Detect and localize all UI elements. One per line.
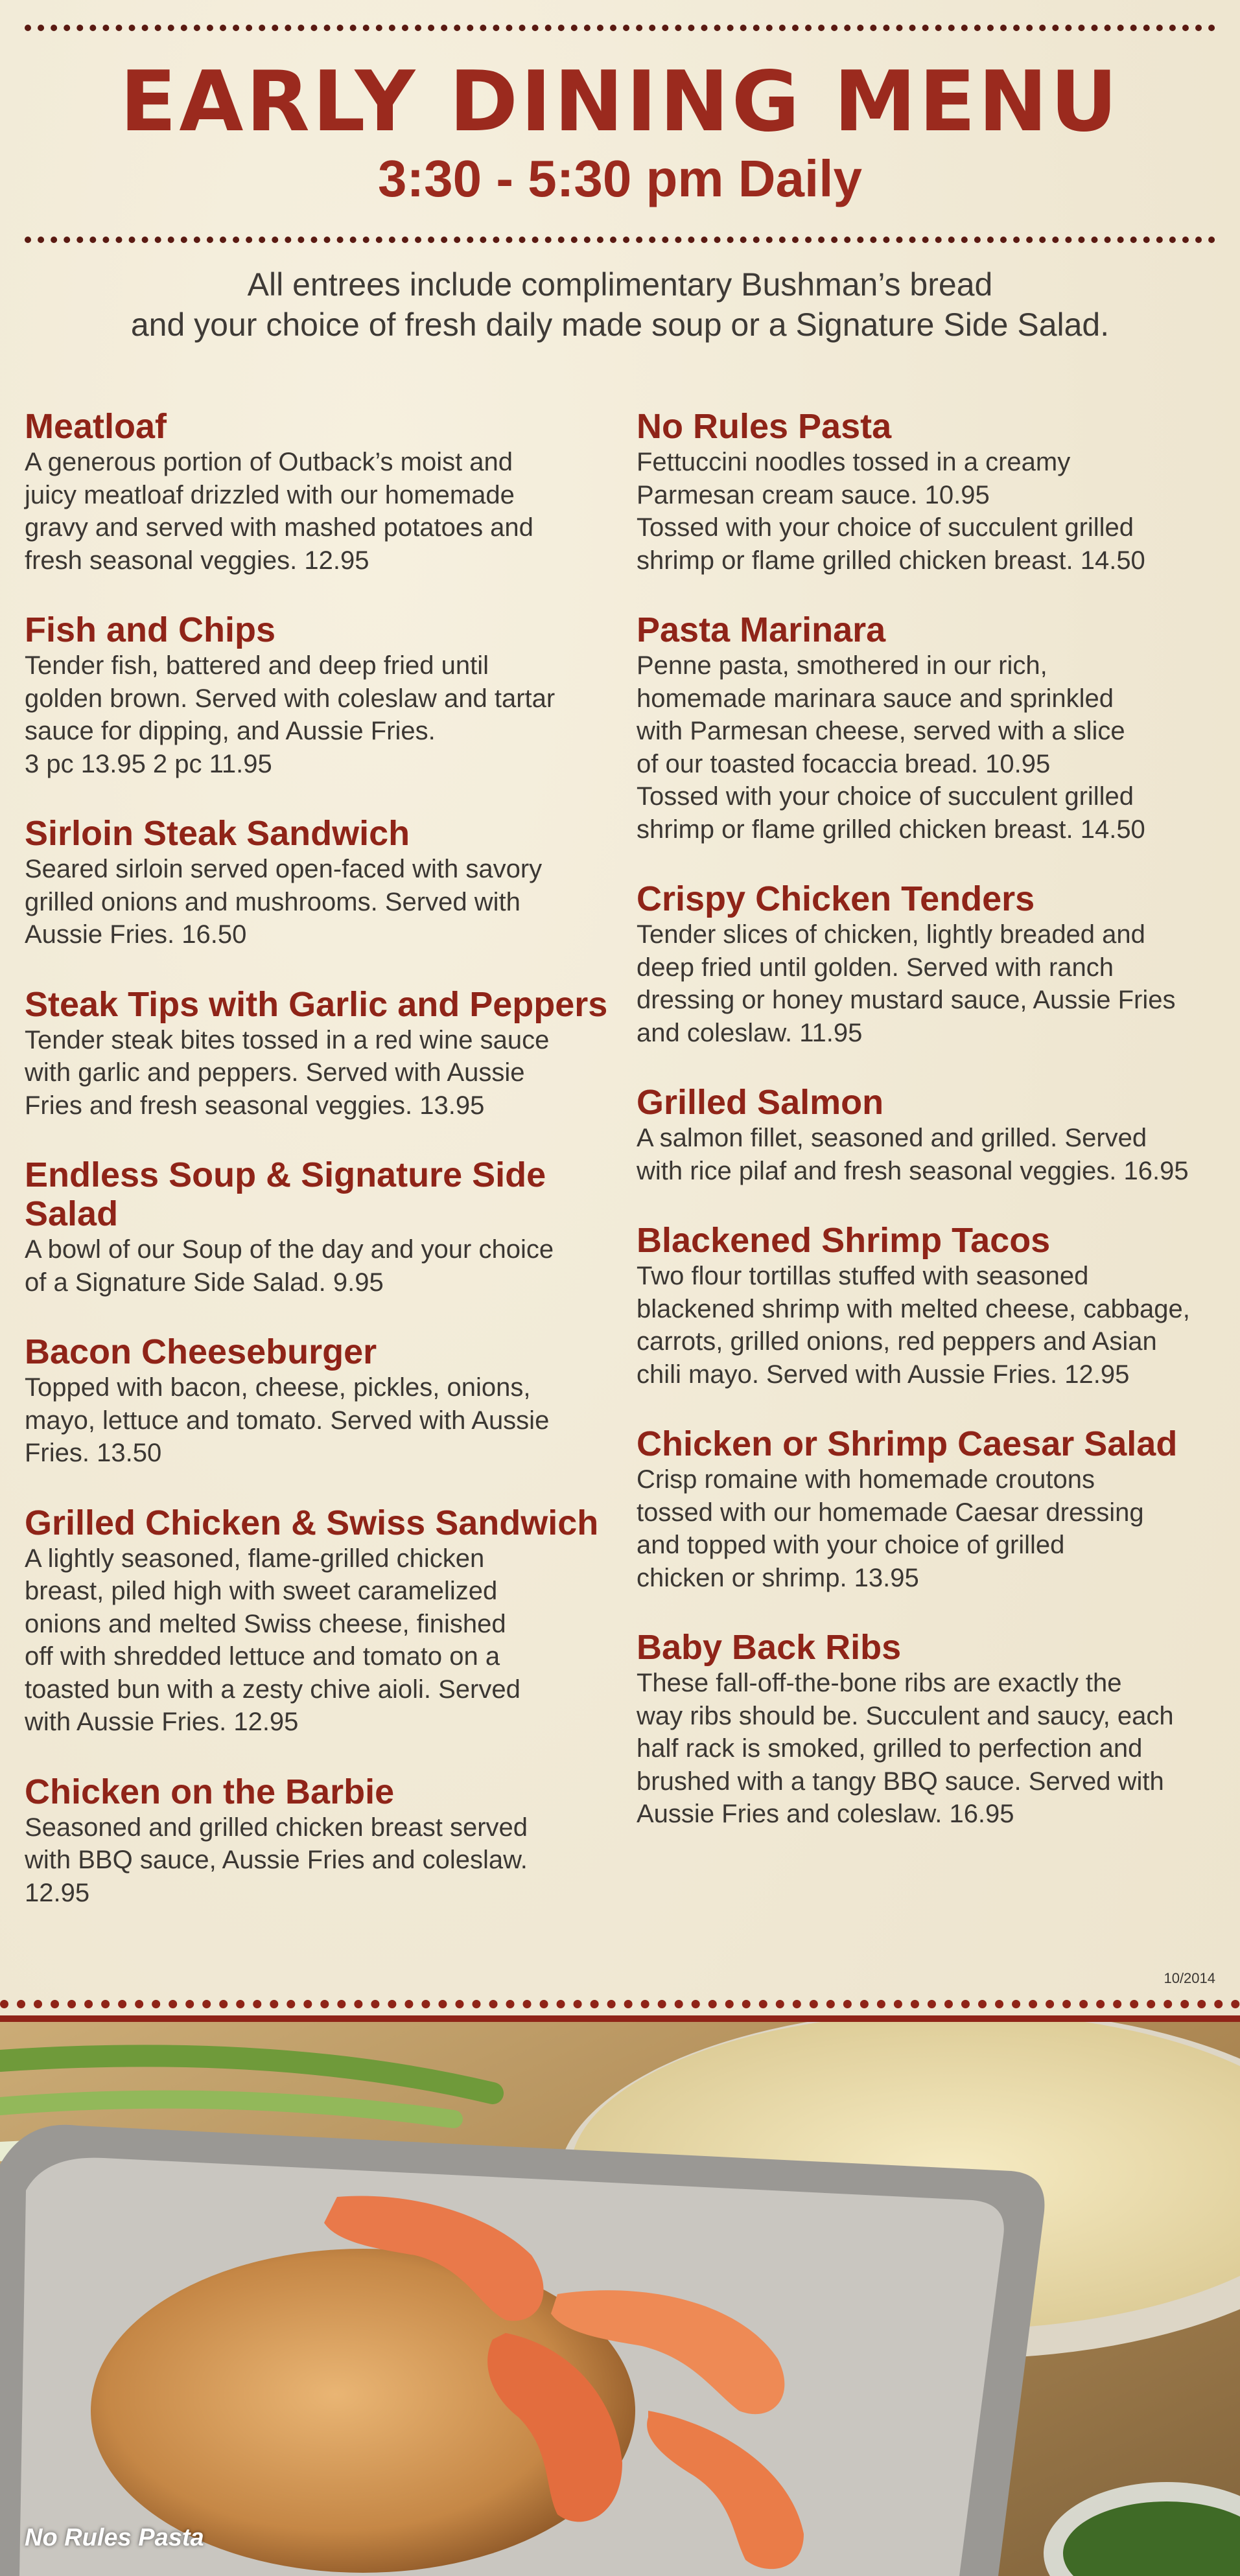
menu-item-chicken-on-the-barbie — [25, 1772, 621, 1910]
intro-line-2: and your choice of fresh daily made soup or a Signature Side Salad. — [130, 307, 1110, 343]
menu-item-endless-soup-salad — [25, 1155, 621, 1299]
menu-item-name: Crispy Chicken Tenders — [637, 879, 1035, 918]
menu-item-name: Endless Soup & Signature Side Salad — [25, 1155, 546, 1233]
menu-item-description: Penne pasta, smothered in our rich, homemade marinara sauce and sprinkled with Parmesan cheese, served with a slice of our toasted focaccia bread. 10.95 Tossed with your choice of succulent grilled shrimp or flame grilled chicken breast. 14.50 — [637, 651, 1145, 844]
menu-item-description: Tender steak bites tossed in a red wine sauce with garlic and peppers. Served with Aussie Fries and fresh seasonal veggies. 13.95 — [25, 1025, 550, 1120]
food-photo — [0, 2022, 1240, 2576]
menu-item-description: Seared sirloin served open-faced with savory grilled onions and mushrooms. Served with Aussie Fries. 16.50 — [25, 855, 543, 949]
menu-item-name: Meatloaf — [25, 407, 167, 446]
menu-hours: 3:30 - 5:30 pm Daily — [378, 150, 862, 207]
menu-item-meatloaf — [25, 407, 621, 577]
menu-item-description: A bowl of our Soup of the day and your choice of a Signature Side Salad. 9.95 — [25, 1235, 554, 1297]
menu-item-name: Fish and Chips — [25, 610, 276, 649]
menu-item-blackened-shrimp-tacos — [637, 1221, 1223, 1391]
menu-item-name: Sirloin Steak Sandwich — [25, 814, 410, 853]
menu-item-steak-tips — [25, 985, 621, 1122]
menu-item-description: Two flour tortillas stuffed with seasoned blackened shrimp with melted cheese, cabbage, carrots, grilled onions, red peppers and Asian chili mayo. Served with Aussie Fries. 12.95 — [637, 1262, 1190, 1389]
header-dotted-border — [25, 237, 1215, 243]
menu-item-caesar-salad — [637, 1424, 1223, 1594]
menu-item-name: Grilled Chicken & Swiss Sandwich — [25, 1503, 599, 1542]
menu-item-name: No Rules Pasta — [637, 407, 892, 446]
menu-item-fish-and-chips — [25, 610, 621, 780]
menu-item-name: Chicken on the Barbie — [25, 1772, 395, 1811]
menu-item-name: Baby Back Ribs — [637, 1628, 902, 1667]
menu-item-no-rules-pasta — [637, 407, 1223, 577]
menu-date: 10/2014 — [1164, 1970, 1215, 1986]
footer-dotted-border — [0, 2000, 1240, 2008]
menu-column-right — [637, 407, 1223, 1831]
menu-item-baby-back-ribs — [637, 1628, 1223, 1831]
menu-item-name: Steak Tips with Garlic and Peppers — [25, 984, 608, 1024]
menu-item-crispy-chicken-tenders — [637, 879, 1223, 1049]
menu-item-description: Seasoned and grilled chicken breast served with BBQ sauce, Aussie Fries and coleslaw. 12.95 — [25, 1813, 528, 1907]
menu-item-description: Fettuccini noodles tossed in a creamy Parmesan cream sauce. 10.95 Tossed with your choice of succulent grilled shrimp or flame grilled chicken breast. 14.50 — [637, 448, 1145, 575]
menu-item-name: Pasta Marinara — [637, 610, 886, 649]
menu-item-bacon-cheeseburger — [25, 1332, 621, 1470]
menu-item-description: Topped with bacon, cheese, pickles, onions, mayo, lettuce and tomato. Served with Aussie Fries. 13.50 — [25, 1373, 550, 1467]
menu-item-name: Bacon Cheeseburger — [25, 1332, 377, 1371]
menu-item-description: Crisp romaine with homemade croutons tossed with our homemade Caesar dressing and topped with your choice of grilled chicken or shrimp. 13.95 — [637, 1465, 1144, 1592]
menu-item-name: Blackened Shrimp Tacos — [637, 1221, 1051, 1260]
intro-line-1: All entrees include complimentary Bushman’s bread — [247, 266, 993, 303]
menu-item-description: These fall-off-the-bone ribs are exactly the way ribs should be. Succulent and saucy, each half rack is smoked, grilled to perfection and brushed with a tangy BBQ sauce. Served with Aussie Fries and coleslaw. 16.95 — [637, 1669, 1174, 1828]
menu-item-sirloin-steak-sandwich — [25, 814, 621, 951]
menu-column-left — [25, 407, 621, 1909]
menu-title: EARLY DINING MENU — [119, 54, 1121, 150]
menu-item-name: Grilled Salmon — [637, 1083, 884, 1122]
menu-intro — [0, 264, 1240, 345]
menu-item-description: A lightly seasoned, flame-grilled chicken breast, piled high with sweet caramelized onions and melted Swiss cheese, finished off with shredded lettuce and tomato on a toasted bun with a zesty chive aioli. Served with Aussie Fries. 12.95 — [25, 1544, 521, 1736]
menu-item-grilled-chicken-swiss — [25, 1503, 621, 1739]
menu-item-name: Chicken or Shrimp Caesar Salad — [637, 1424, 1178, 1463]
photo-caption: No Rules Pasta — [25, 2524, 204, 2551]
menu-item-description: Tender fish, battered and deep fried until golden brown. Served with coleslaw and tartar sauce for dipping, and Aussie Fries. 3 pc 13.95 2 pc 11.95 — [25, 651, 556, 778]
menu-item-description: A salmon fillet, seasoned and grilled. Served with rice pilaf and fresh seasonal veggies. 16.95 — [637, 1124, 1189, 1185]
menu-item-pasta-marinara — [637, 610, 1223, 846]
menu-item-grilled-salmon — [637, 1083, 1223, 1187]
menu-item-description: A generous portion of Outback’s moist and juicy meatloaf drizzled with our homemade gravy and served with mashed potatoes and fresh seasonal veggies. 12.95 — [25, 448, 533, 575]
footer-rule — [0, 2015, 1240, 2022]
food-photo-illustration — [0, 2022, 1240, 2576]
menu-item-description: Tender slices of chicken, lightly breaded and deep fried until golden. Served with ranch dressing or honey mustard sauce, Aussie Fries and coleslaw. 11.95 — [637, 920, 1176, 1047]
top-dotted-border — [25, 25, 1215, 31]
